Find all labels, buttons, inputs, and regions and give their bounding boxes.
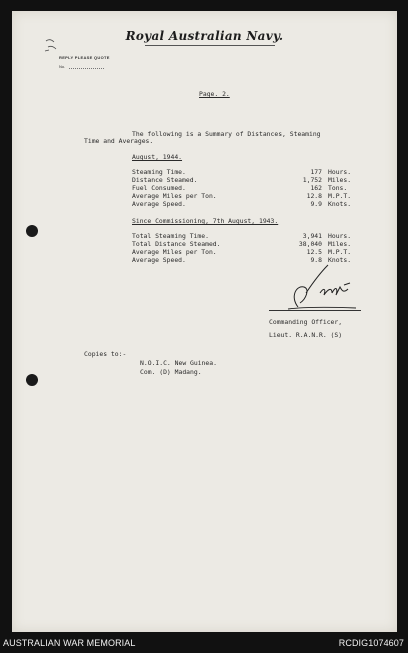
row-value: 9.9 bbox=[310, 200, 322, 208]
august-heading: August, 1944. bbox=[132, 153, 183, 161]
reply-number-line bbox=[69, 68, 104, 69]
row-value: 12.5 bbox=[306, 248, 322, 256]
intro-line-1: The following is a Summary of Distances, Steaming bbox=[132, 130, 321, 138]
row-unit: Tons. bbox=[328, 184, 348, 192]
signatory-rank: Lieut. R.A.N.R. (S) bbox=[269, 331, 343, 339]
letterhead-title: Royal Australian Navy. bbox=[125, 29, 284, 43]
row-label: Average Speed. bbox=[132, 256, 186, 264]
row-label: Average Miles per Ton. bbox=[132, 248, 217, 256]
row-label: Fuel Consumed. bbox=[132, 184, 186, 192]
row-label: Steaming Time. bbox=[132, 168, 186, 176]
copies-label: Copies to:- bbox=[84, 350, 127, 358]
row-unit: M.P.T. bbox=[328, 192, 352, 200]
copy-recipient: Com. (D) Madang. bbox=[140, 368, 202, 376]
archive-id: RCDIG1074607 bbox=[338, 638, 404, 648]
punch-hole bbox=[26, 374, 38, 386]
row-value: 162 bbox=[310, 184, 322, 192]
row-unit: Knots. bbox=[328, 256, 352, 264]
reply-quote-label: REPLY PLEASE QUOTE bbox=[59, 55, 110, 60]
row-unit: Miles. bbox=[328, 240, 352, 248]
copy-recipient: N.O.I.C. New Guinea. bbox=[140, 359, 217, 367]
row-label: Total Steaming Time. bbox=[132, 232, 209, 240]
row-value: 3,941 bbox=[302, 232, 322, 240]
row-label: Average Speed. bbox=[132, 200, 186, 208]
signatory-title: Commanding Officer, bbox=[269, 318, 343, 326]
summary-row bbox=[132, 200, 360, 209]
row-unit: M.P.T. bbox=[328, 248, 352, 256]
punch-hole bbox=[26, 225, 38, 237]
row-label: Distance Steamed. bbox=[132, 176, 198, 184]
row-unit: Miles. bbox=[328, 176, 352, 184]
document-page bbox=[12, 11, 397, 632]
page-number: Page. 2. bbox=[199, 90, 230, 98]
handwritten-signature bbox=[270, 263, 360, 311]
letterhead-rule bbox=[145, 45, 275, 46]
signature-line bbox=[269, 310, 361, 311]
row-unit: Hours. bbox=[328, 232, 352, 240]
row-value: 9.8 bbox=[310, 256, 322, 264]
archive-caption: AUSTRALIAN WAR MEMORIAL bbox=[3, 638, 136, 648]
row-value: 38,040 bbox=[298, 240, 322, 248]
since-commissioning-heading: Since Commissioning, 7th August, 1943. bbox=[132, 217, 279, 225]
row-label: Total Distance Steamed. bbox=[132, 240, 221, 248]
reply-number-label: No. bbox=[59, 64, 66, 69]
row-unit: Hours. bbox=[328, 168, 352, 176]
row-label: Average Miles per Ton. bbox=[132, 192, 217, 200]
row-value: 177 bbox=[310, 168, 322, 176]
row-value: 12.8 bbox=[306, 192, 322, 200]
row-value: 1,752 bbox=[302, 176, 322, 184]
row-unit: Knots. bbox=[328, 200, 352, 208]
intro-line-2: Time and Averages. bbox=[84, 137, 154, 145]
